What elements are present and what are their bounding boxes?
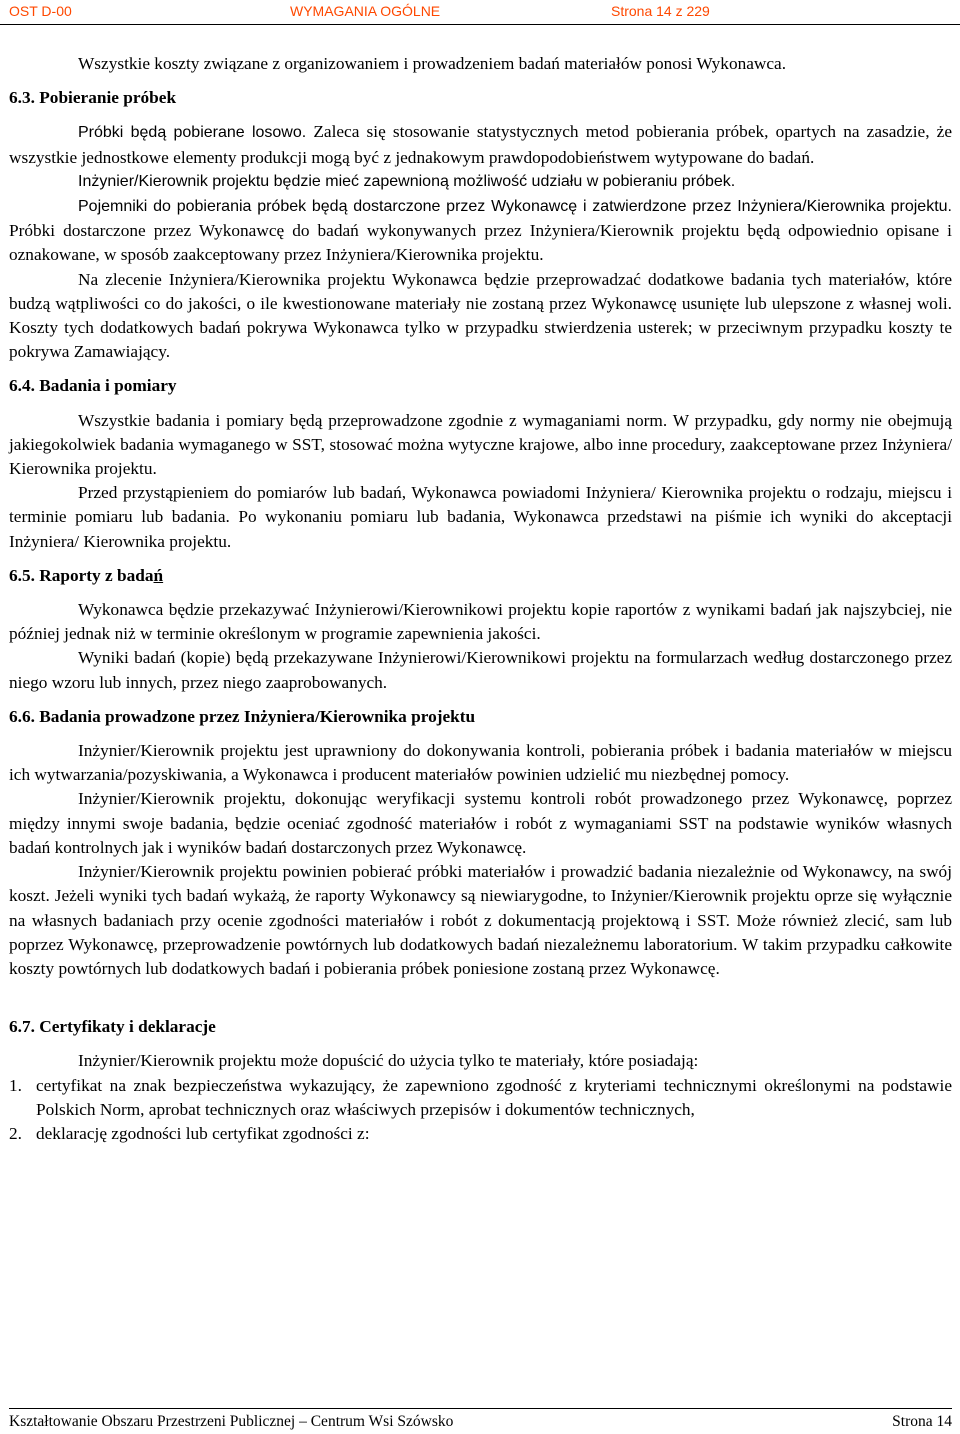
paragraph-reports: Wykonawca będzie przekazywać Inżynierowi/Kierownikowi projektu kopie raportów z wynikami badań jak najszybciej, nie później jednak niż w terminie określonym w programie zapewnienia jakości. (9, 600, 952, 644)
sampling-lead: Próbki będą pobierane losowo. (78, 124, 307, 142)
footer-project-title: Kształtowanie Obszaru Przestrzeni Publicznej – Centrum Wsi Szówsko (9, 1413, 454, 1430)
heading-6-3: 6.3. Pobieranie próbek (9, 88, 177, 108)
header-doc-code: OST D-00 (9, 3, 72, 19)
list-item-text: deklarację zgodności lub certyfikat zgodności z: (36, 1123, 370, 1143)
sampling-text: Zaleca się stosowanie statystycznych metod pobierania próbek, opartych na zasadzie, że wszystkie jednostkowe elementy produkcji mogą być z jednakowym prawdopodobieństwem wytypowane do badań. (9, 122, 952, 167)
document-body (9, 52, 952, 1146)
heading-6-7: 6.7. Certyfikaty i deklaracje (9, 1017, 216, 1037)
paragraph-costs: Wszystkie koszty związane z organizowaniem i prowadzeniem badań materiałów ponosi Wykonawca. (78, 54, 787, 73)
certificates-list (9, 1074, 952, 1147)
heading-6-6: 6.6. Badania prowadzone przez Inżyniera/Kierownika projektu (9, 706, 476, 726)
paragraph-additional-tests: Na zlecenie Inżyniera/Kierownika projektu Wykonawca będzie przeprowadzać dodatkowe badania tych materiałów, które budzą wątpliwości co do jakości, o ile kwestionowane materiały nie zostaną przez Wykonawcę usunięte lub ulepszone z własnej woli. Koszty tych dodatkowych badań pokrywa Wykonawca tylko w przypadku stwierdzenia usterek; w przeciwnym przypadku koszty te pokrywa Zamawiający. (9, 269, 952, 362)
list-item (9, 1074, 952, 1122)
containers-lead: Pojemniki do pobierania próbek będą dostarczone przez Wykonawcę i zatwierdzone przez Inżyniera/Kierownika projektu. (78, 198, 952, 216)
page-header (0, 0, 960, 25)
containers-text: Próbki dostarczone przez Wykonawcę do badań wykonywanych przez Inżyniera/Kierownik projektu będą odpowiednio opisane i oznakowane, w sposób zaakceptowany przez Inżyniera/Kierownika projektu. (9, 221, 952, 265)
header-page-counter: Strona 14 z 229 (611, 3, 710, 19)
heading-6-5-tail: ń (153, 565, 164, 585)
list-item (9, 1122, 952, 1146)
paragraph-containers (9, 194, 952, 268)
footer-page-number: Strona 14 (892, 1413, 952, 1430)
heading-6-5-text: 6.5. Raporty z bada (9, 565, 154, 585)
paragraph-authorized-control: Inżynier/Kierownik projektu jest uprawniony do dokonywania kontroli, pobierania próbek i badania materiałów w miejscu ich wytwarzania/pozyskiwania, a Wykonawca i producent materiałów powinien udzielić mu niezbędnej pomocy. (9, 741, 952, 785)
paragraph-sampling (9, 120, 952, 169)
paragraph-verification: Inżynier/Kierownik projektu, dokonując weryfikacji systemu kontroli robót prowadzonego przez Wykonawcę, poprzez między innymi swoje badania, będzie oceniać zgodność materiałów i robót z wymaganiami SST na podstawie wyników własnych badań kontrolnych jak i wyników badań dostarczonych przez Wykonawcę. (9, 789, 952, 857)
heading-6-5 (9, 564, 952, 588)
list-item-number: 2. (9, 1123, 22, 1143)
paragraph-independent-tests: Inżynier/Kierownik projektu powinien pobierać próbki materiałów i prowadzić badania niezależnie od Wykonawcy, na swój koszt. Jeżeli wyniki tych badań wykażą, że raporty Wykonawcy są niewiarygodne, to Inżynier/Kierownik projektu oprze się wyłącznie na własnych badaniach przy ocenie zgodności materiałów i robót z dokumentacją projektową i SST. Może również zlecić, sam lub poprzez Wykonawcę, przeprowadzenie powtórnych lub dodatkowych badań niezależnemu laboratorium. W takim przypadku całkowite koszty powtórnych lub dodatkowych badań i pobierania próbek poniesione zostaną przez Wykonawcę. (9, 862, 952, 978)
paragraph-tests-standards: Wszystkie badania i pomiary będą przeprowadzone zgodnie z wymaganiami norm. W przypadku, gdy normy nie obejmują jakiegokolwiek badania wymaganego w SST, stosować można wytyczne krajowe, albo inne procedury, zaakceptowane przez Inżyniera/ Kierownika projektu. (9, 410, 952, 479)
page-footer (9, 1408, 952, 1431)
list-item-number: 1. (9, 1075, 22, 1095)
header-section-title: WYMAGANIA OGÓLNE (290, 3, 441, 19)
paragraph-results-forms: Wyniki badań (kopie) będą przekazywane Inżynierowi/Kierownikowi projektu na formularzach według dostarczonego przez niego wzoru lub innych, przez niego zaaprobowanych. (9, 648, 952, 692)
paragraph-engineer-participation: Inżynier/Kierownik projektu będzie mieć zapewnioną możliwość udziału w pobieraniu próbek. (78, 172, 736, 190)
heading-6-4: 6.4. Badania i pomiary (9, 376, 177, 396)
paragraph-before-measurements: Przed przystąpieniem do pomiarów lub badań, Wykonawca powiadomi Inżyniera/ Kierownika projektu o rodzaju, miejscu i terminie pomiaru lub badania. Po wykonaniu pomiaru lub badania, Wykonawca przedstawi na piśmie ich wyniki do akceptacji Inżyniera/ Kierownika projektu. (9, 483, 952, 551)
list-item-text: certyfikat na znak bezpieczeństwa wykazujący, że zapewniono zgodność z kryteriami technicznymi określonymi na podstawie Polskich Norm, aprobat technicznych oraz właściwych przepisów i dokumentów technicznych, (36, 1075, 952, 1119)
paragraph-certificates-intro: Inżynier/Kierownik projektu może dopuścić do użycia tylko te materiały, które posiadają: (78, 1051, 699, 1071)
